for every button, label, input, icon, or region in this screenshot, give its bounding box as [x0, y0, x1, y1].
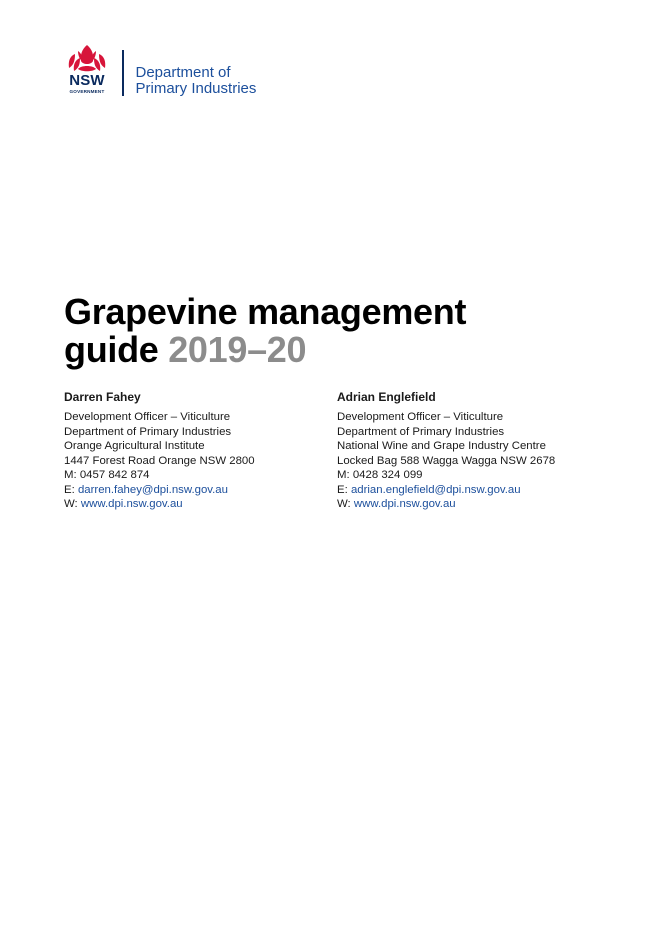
- contact-site: Orange Agricultural Institute: [64, 440, 205, 452]
- contact-web: [337, 497, 555, 512]
- contact-name: Darren Fahey: [64, 390, 141, 404]
- contact-mobile: [337, 468, 555, 483]
- logo-divider: [122, 50, 124, 96]
- web-link[interactable]: www.dpi.nsw.gov.au: [80, 498, 183, 510]
- contact-web: [64, 497, 255, 512]
- contact-role: Development Officer – Viticulture: [337, 411, 504, 423]
- mobile-number: 0457 842 874: [79, 469, 150, 481]
- title-line2: [64, 331, 466, 369]
- mobile-number: 0428 324 099: [352, 469, 423, 481]
- contact-email: [64, 483, 255, 498]
- mobile-label: M:: [64, 469, 77, 481]
- contact-address: 1447 Forest Road Orange NSW 2800: [64, 454, 255, 467]
- email-label: E:: [64, 483, 75, 496]
- title-year: 2019–20: [168, 329, 307, 370]
- contact-email: [337, 483, 555, 498]
- nsw-waratah-icon: [66, 44, 108, 74]
- nsw-dpi-logo: [64, 44, 256, 100]
- contact-site: National Wine and Grape Industry Centre: [337, 440, 546, 452]
- email-link[interactable]: adrian.englefield@dpi.nsw.gov.au: [350, 483, 521, 496]
- web-label: W:: [337, 498, 351, 510]
- nsw-government-logo: [64, 44, 110, 98]
- department-name-line1: Department of: [135, 64, 231, 81]
- title-guide: guide: [64, 329, 159, 370]
- web-link[interactable]: www.dpi.nsw.gov.au: [353, 498, 456, 510]
- government-wordmark: GOVERNMENT: [69, 89, 105, 94]
- department-name-line2: Primary Industries: [135, 80, 257, 97]
- title-line1: Grapevine management: [64, 291, 467, 332]
- contact-org: Department of Primary Industries: [64, 425, 232, 438]
- web-label: W:: [64, 498, 78, 510]
- contact-card-fahey: [64, 390, 255, 512]
- contact-address: Locked Bag 588 Wagga Wagga NSW 2678: [337, 454, 556, 467]
- email-label: E:: [337, 483, 348, 496]
- nsw-wordmark: NSW: [69, 72, 105, 89]
- document-title: [64, 293, 466, 369]
- contact-role: Development Officer – Viticulture: [64, 411, 231, 423]
- contact-org: Department of Primary Industries: [337, 425, 505, 438]
- mobile-label: M:: [337, 469, 350, 481]
- email-link[interactable]: darren.fahey@dpi.nsw.gov.au: [77, 483, 228, 496]
- contact-mobile: [64, 468, 255, 483]
- department-name: [136, 65, 257, 97]
- contact-name: Adrian Englefield: [337, 390, 436, 404]
- contact-card-englefield: [337, 390, 555, 512]
